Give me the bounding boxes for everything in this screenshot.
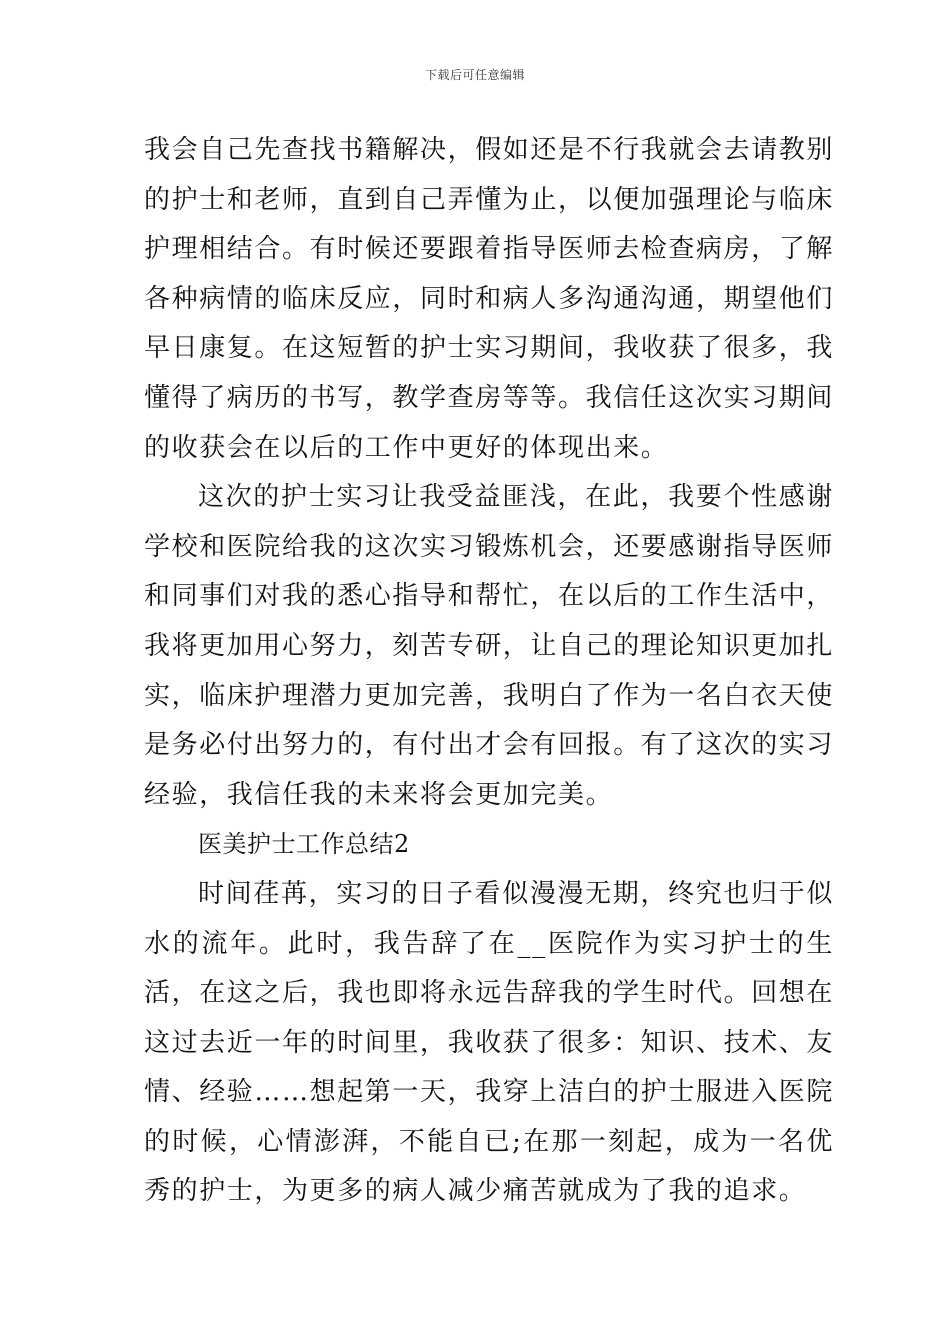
paragraph-gratitude: 这次的护士实习让我受益匪浅，在此，我要个性感谢学校和医院给我的这次实习锻炼机会，还要感谢指导医师和同事们对我的悉心指导和帮忙，在以后的工作生活中，我将更加用心努力，刻苦专研，让自己的理论知识更加扎实，临床护理潜力更加完善，我明白了作为一名白衣天使是务必付出努力的，有付出才会有回报。有了这次的实习经验，我信任我的未来将会更加完美。 <box>144 482 835 810</box>
section-title: 医美护士工作总结2 <box>198 830 410 859</box>
paragraph-continuation: 我会自己先查找书籍解决，假如还是不行我就会去请教别的护士和老师，直到自己弄懂为止，以便加强理论与临床护理相结合。有时候还要跟着指导医师去检查病房，了解各种病情的临床反应，同时和病人多沟通沟通，期望他们早日康复。在这短暂的护士实习期间，我收获了很多，我懂得了病历的书写，教学查房等等。我信任这次实习期间的收获会在以后的工作中更好的体现出来。 <box>144 135 835 463</box>
header-note: 下载后可任意编辑 <box>424 68 525 82</box>
document-body <box>144 126 834 1217</box>
paragraph-reflection: 时间荏苒，实习的日子看似漫漫无期，终究也归于似水的流年。此时，我告辞了在__医院作为实习护士的生活，在这之后，我也即将永远告辞我的学生时代。回想在这过去近一年的时间里，我收获了很多：知识、技术、友情、经验……想起第一天，我穿上洁白的护士服进入医院的时候，心情澎湃，不能自已;在那一刻起，成为一名优秀的护士，为更多的病人减少痛苦就成为了我的追求。 <box>144 878 835 1207</box>
